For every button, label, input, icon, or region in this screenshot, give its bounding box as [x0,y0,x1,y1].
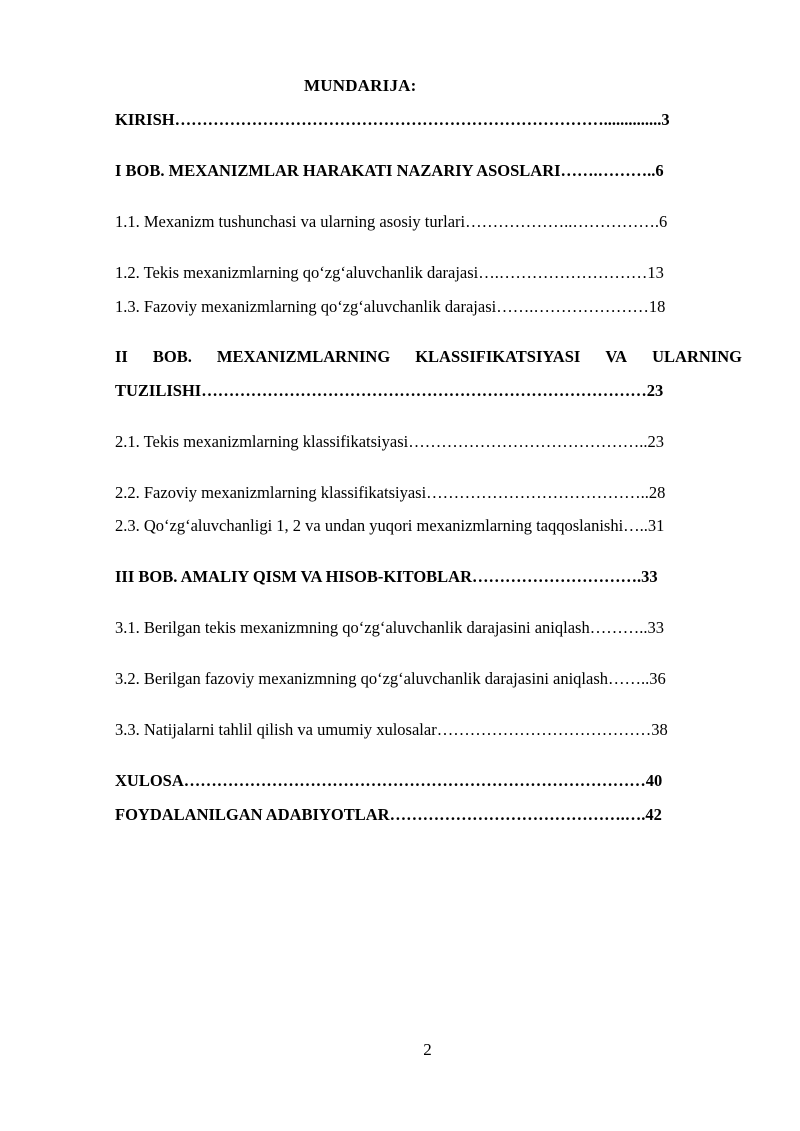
toc-word: KLASSIFIKATSIYASI [415,347,581,366]
toc-entry-chapter-1: I BOB. MEXANIZMLAR HARAKATI NAZARIY ASOSLARI…….………..6 [115,161,664,180]
toc-entry-1-3: 1.3. Fazoviy mexanizmlarning qo‘zg‘aluvchanlik darajasi…….…………………18 [115,297,666,316]
toc-entry-xulosa: XULOSA…………………………………………………………………………40 [115,771,663,790]
toc-word: ULARNING [652,347,742,366]
toc-word: BOB. [152,347,192,366]
toc-entry-1-2: 1.2. Tekis mexanizmlarning qo‘zg‘aluvchanlik darajasi….………………………13 [115,263,664,282]
toc-entry-kirish: KIRISH……………………………………………………………………..............3 [115,110,670,129]
toc-entry-chapter-2-line-1 [115,346,742,368]
toc-entry-2-3: 2.3. Qo‘zg‘aluvchanligi 1, 2 va undan yuqori mexanizmlarning taqqoslanishi…..31 [115,516,665,535]
toc-word: VA [605,347,628,366]
toc-entry-chapter-2-line-2: TUZILISHI………………………………………………………………………23 [115,381,664,400]
toc-title: MUNDARIJA: [304,76,417,95]
toc-entry-3-2: 3.2. Berilgan fazoviy mexanizmning qo‘zg‘aluvchanlik darajasini aniqlash……..36 [115,669,666,688]
toc-entry-adabiyotlar: FOYDALANILGAN ADABIYOTLAR…………………………………….….42 [115,805,662,824]
toc-entry-3-3: 3.3. Natijalarni tahlil qilish va umumiy xulosalar…………………………………38 [115,720,668,739]
toc-word: II [115,347,128,366]
toc-entry-2-2: 2.2. Fazoviy mexanizmlarning klassifikatsiyasi…………………………………..28 [115,483,666,502]
toc-entry-1-1: 1.1. Mexanizm tushunchasi va ularning asosiy turlari………………..…………….6 [115,212,668,231]
toc-entry-3-1: 3.1. Berilgan tekis mexanizmning qo‘zg‘aluvchanlik darajasini aniqlash………..33 [115,618,664,637]
page-number: 2 [423,1040,432,1059]
toc-entry-2-1: 2.1. Tekis mexanizmlarning klassifikatsiyasi……………………………………..23 [115,432,664,451]
toc-word: MEXANIZMLARNING [216,347,391,366]
toc-entry-chapter-3: III BOB. AMALIY QISM VA HISOB-KITOBLAR………………………….33 [115,567,658,586]
